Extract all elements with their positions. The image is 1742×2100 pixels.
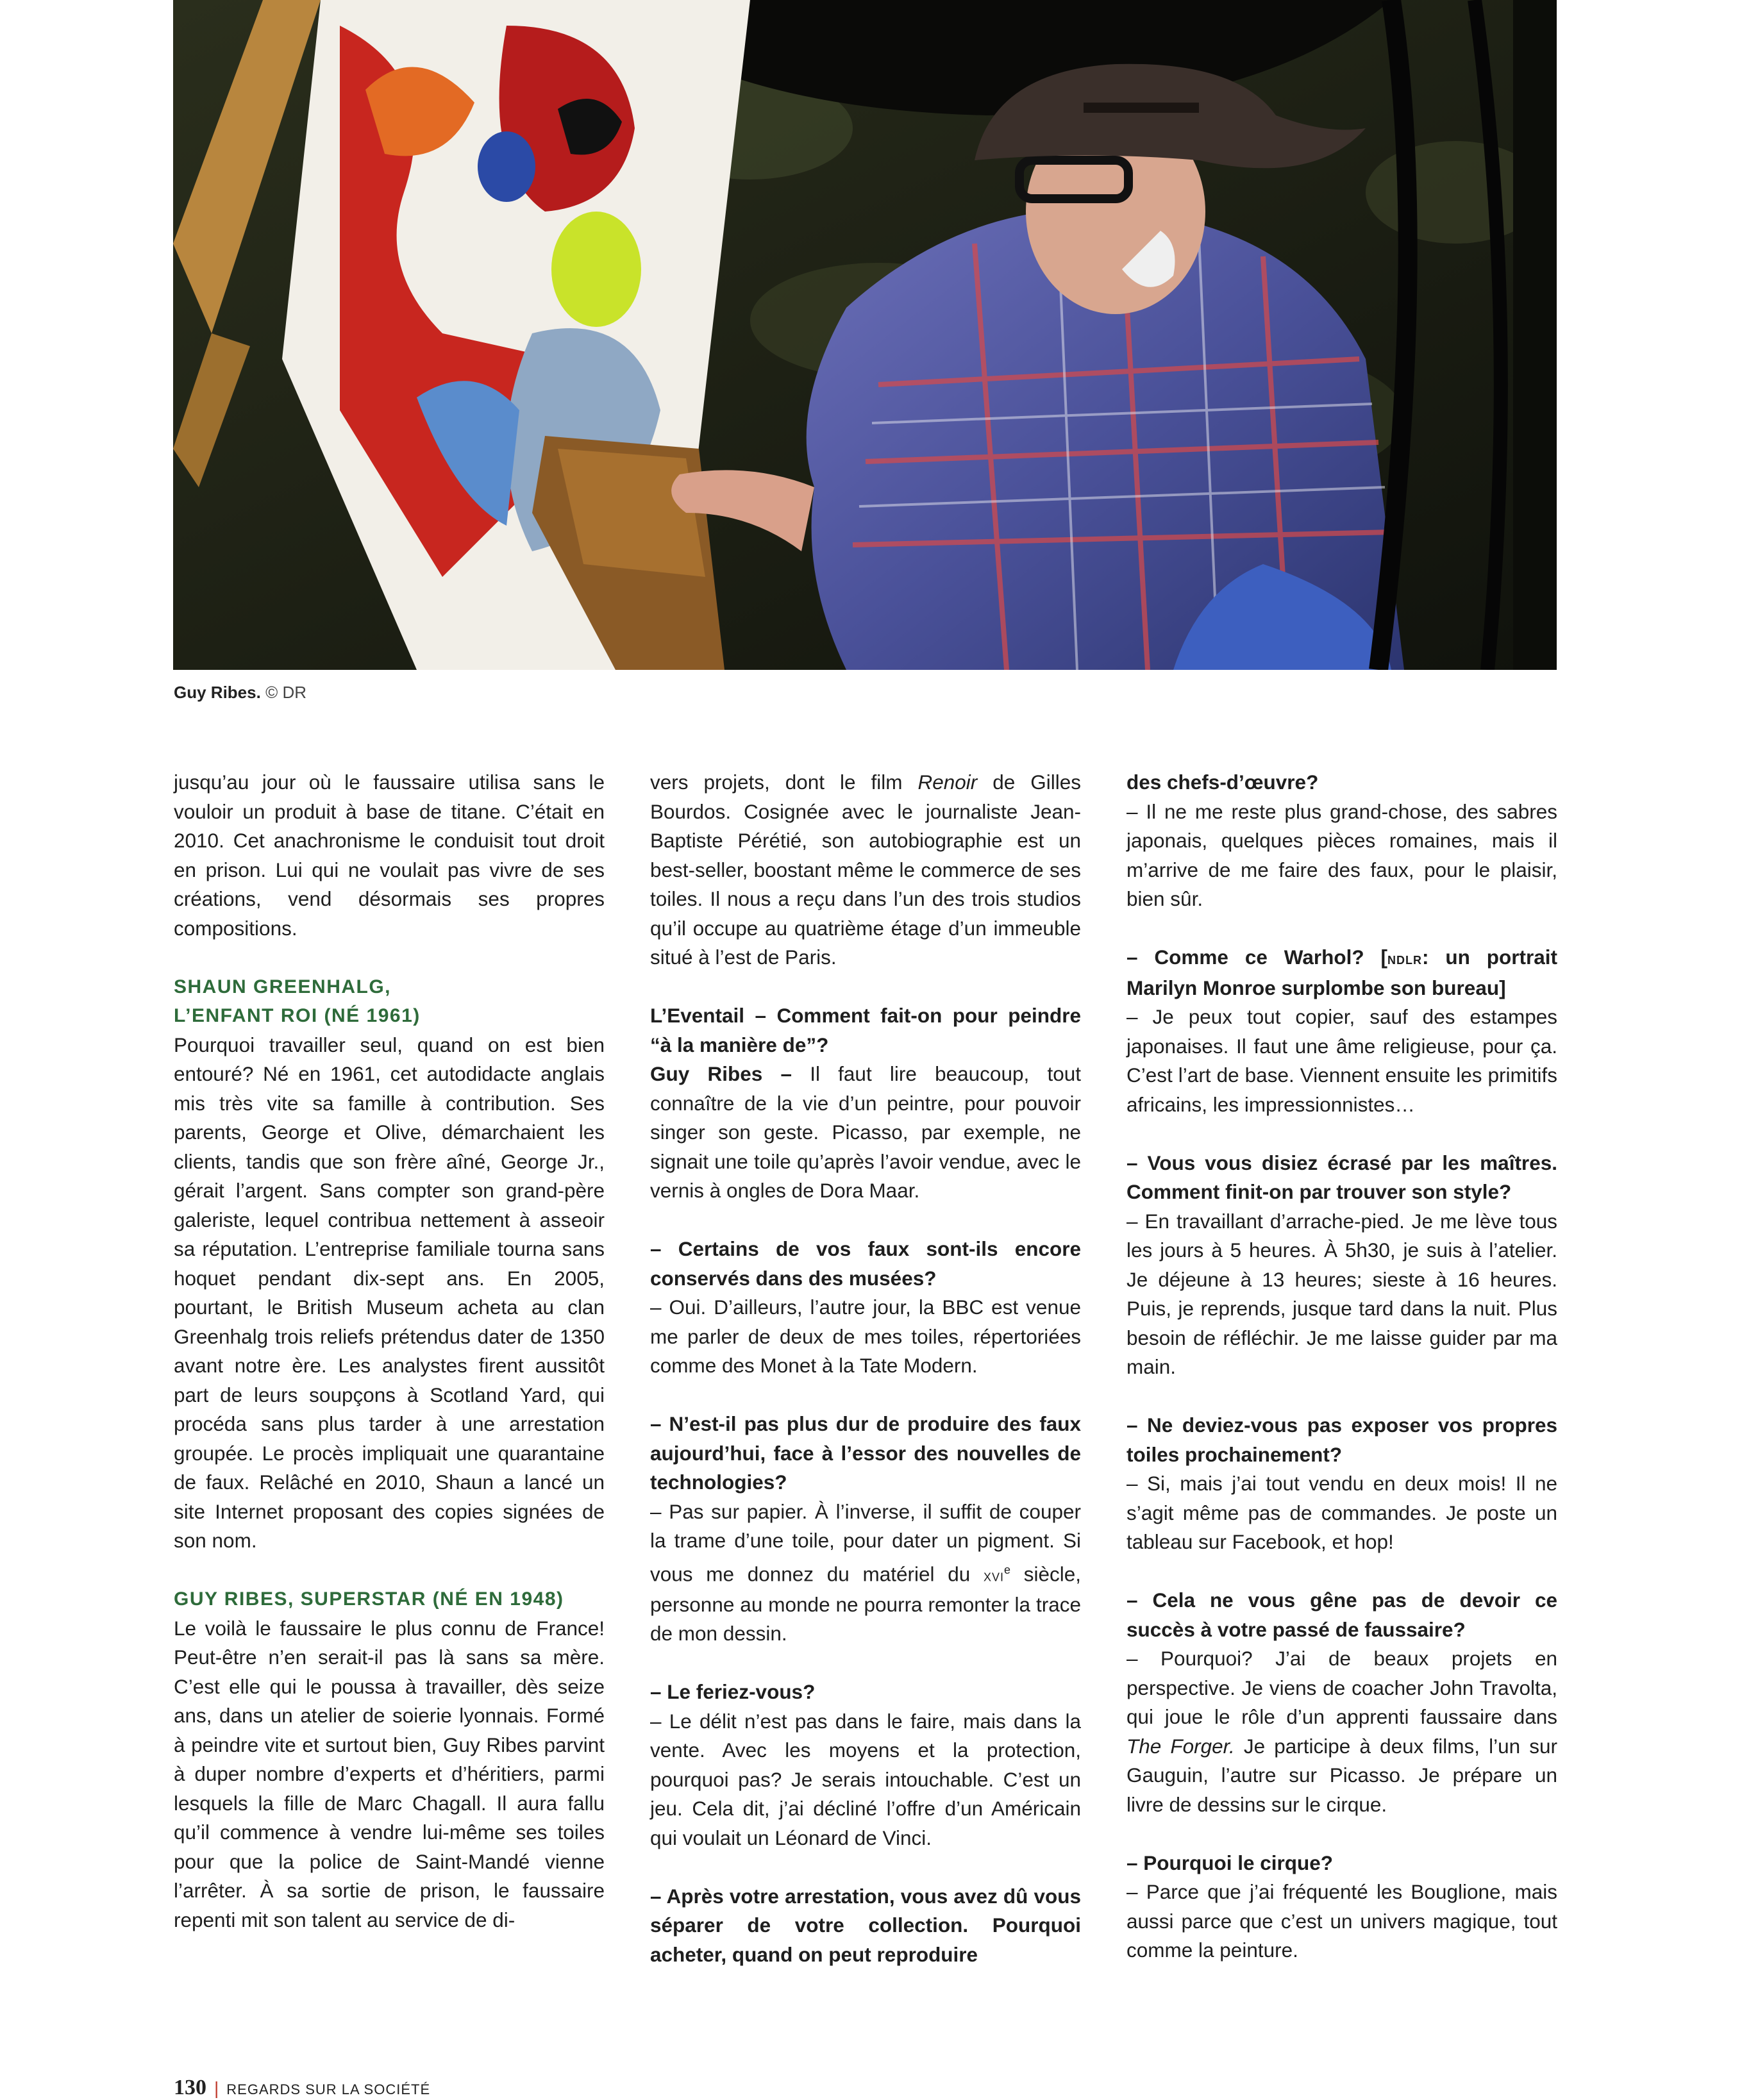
interview-answer: – En travaillant d’arrache-pied. Je me lève tous les jours à 5 heures. À 5h30, je suis à l’atelier. Je déjeune à 13 heures; sieste à 16 heures. Puis, je reprends, jusque tard dans la nuit. Plus besoin de réfléchir. Je me laisse guider par ma main. — [1126, 1209, 1557, 1378]
speaker-name: Guy Ribes – — [650, 1062, 792, 1085]
hero-photo — [173, 0, 1557, 670]
article-column-3 — [1126, 768, 1557, 1965]
film-title: Renoir — [917, 771, 978, 794]
film-title: The Forger. — [1126, 1734, 1235, 1758]
paragraph: Pourquoi travailler seul, quand on est bien entouré? Né en 1961, cet autodidacte anglais mis très vite sa famille à contribution. Ses parents, George et Olive, démarchaient les clients, tandis que son frère aîné, George Jr., gérait l’argent. Sans compter son grand-père galeriste, lequel contribua nettement à asseoir sa réputation. L’entreprise familiale tourna sans hoquet pendant dix-sept ans. En 2005, pourtant, le British Museum acheta au clan Greenhalg trois reliefs prétendus dater de 1350 avant notre ère. Les analystes firent aussitôt part de leurs soupçons à Scotland Yard, qui procéda sans plus tarder à une arrestation groupée. Le procès impliquait une quarantaine de faux. Relâché en 2010, Shaun a lancé un site Internet proposant des copies signées de son nom. — [174, 1033, 605, 1552]
interview-answer: Guy Ribes – Il faut lire beaucoup, tout connaître de la vie d’un peintre, pour pouvoir singer son geste. Picasso, par exemple, ne signait une toile qu’après l’avoir vendue, avec le vernis à ongles de Dora Maar. — [650, 1062, 1081, 1202]
publication-name: REGARDS SUR LA SOCIÉTÉ — [226, 2081, 431, 2097]
interview-question: – Pourquoi le cirque? — [1126, 1851, 1334, 1874]
article-column-2 — [650, 768, 1081, 1969]
interview-answer: – Oui. D’ailleurs, l’autre jour, la BBC est venue me parler de deux de mes toiles, répertoriées comme des Monet à la Tate Modern. — [650, 1296, 1081, 1377]
article-column-1 — [174, 768, 605, 1935]
interview-question: – Vous vous disiez écrasé par les maîtres. Comment finit-on par trouver son style? — [1126, 1151, 1557, 1203]
interview-answer: – Si, mais j’ai tout vendu en deux mois! Il ne s’agit même pas de commandes. Je poste un tableau sur Facebook, et hop! — [1126, 1472, 1557, 1553]
editor-note: ndlr — [1387, 949, 1422, 968]
interview-answer: – Je peux tout copier, sauf des estampes japonaises. Il faut une âme religieuse, pour ça. C’est l’art de base. Viennent ensuite les primitifs africains, les impressionnistes… — [1126, 1005, 1557, 1116]
section-heading: GUY RIBES, SUPERSTAR (NÉ EN 1948) — [174, 1588, 564, 1610]
interview-answer: – Parce que j’ai fréquenté les Bouglione, mais aussi parce que c’est un univers magique, tout comme la peinture. — [1126, 1880, 1557, 1962]
interview-question: – Cela ne vous gêne pas de devoir ce succès à votre passé de faussaire? — [1126, 1588, 1557, 1641]
interview-answer: – Il ne me reste plus grand-chose, des sabres japonais, quelques pièces romaines, mais il m’arrive de me faire des faux, pour le plaisir, bien sûr. — [1126, 799, 1557, 910]
interview-question: des chefs-d’œuvre? — [1126, 771, 1319, 794]
interview-question: – Comme ce Warhol? [ndlr: un portrait Marilyn Monroe surplombe son bureau] — [1126, 946, 1557, 999]
caption-name: Guy Ribes. — [174, 683, 261, 702]
footer-separator: | — [214, 2078, 219, 2098]
paragraph: vers projets, dont le film Renoir de Gilles Bourdos. Cosignée avec le journaliste Jean-Baptiste Pérétié, son autobiographie est un best-seller, boostant même le commerce de ses toiles. Il nous a reçu dans l’un des trois studios qu’il occupe au quatrième étage d’un immeuble situé à l’est de Paris. — [650, 771, 1081, 969]
page-footer — [174, 2076, 430, 2100]
paragraph: Le voilà le faussaire le plus connu de France! Peut-être n’en serait-il pas là sans sa mère. C’est elle qui le poussa à travailler, dès seize ans, dans un atelier de soierie lyonnais. Formé à peindre vite et surtout bien, Guy Ribes parvint à duper nombre d’experts et d’héritiers, parmi lesquels la fille de Marc Chagall. Il aura fallu qu’il commence à vendre lui-même ses toiles pour que la police de Saint-Mandé vienne l’arrêter. À sa sortie de prison, le faussaire repenti mit son talent au service de di- — [174, 1616, 605, 1931]
interview-answer: – Pourquoi? J’ai de beaux projets en perspective. Je viens de coacher John Travolta, qui joue le rôle d’un apprenti faussaire dans The Forger. Je participe à deux films, l’un sur Gauguin, l’autre sur Picasso. Je prépare un livre de dessins sur le cirque. — [1126, 1647, 1557, 1816]
section-heading: SHAUN GREENHALG, — [174, 976, 392, 997]
interview-question: – Après votre arrestation, vous avez dû vous séparer de votre collection. Pourquoi acheter, quand on peut reproduire — [650, 1884, 1081, 1966]
section-heading: L’ENFANT ROI (NÉ 1961) — [174, 1005, 421, 1026]
interview-question: – Ne deviez-vous pas exposer vos propres toiles prochainement? — [1126, 1413, 1557, 1466]
interview-answer: – Pas sur papier. À l’inverse, il suffit de couper la trame d’une toile, pour dater un pigment. Si vous me donnez du matériel du xvi$^e$ siècle, personne au monde ne pourra remonter la trace de mon dessin. — [650, 1499, 1081, 1645]
paragraph: jusqu’au jour où le faussaire utilisa sans le vouloir un produit à base de titane. C’était en 2010. Cet anachronisme le conduisit tout droit en prison. Lui qui ne voulait pas vivre de ses créations, vend désormais ses propres compositions. — [174, 771, 605, 940]
caption-credit: © DR — [265, 683, 306, 702]
interview-answer: – Le délit n’est pas dans le faire, mais dans la vente. Avec les moyens et la protection, pourquoi pas? Je serais intouchable. C’est un jeu. Cela dit, j’ai décliné l’offre d’un Américain qui voulait un Léonard de Vinci. — [650, 1709, 1081, 1849]
photo-painter-illustration — [173, 0, 1557, 670]
interview-question: – Le feriez-vous? — [650, 1680, 816, 1703]
interview-question: L’Eventail – Comment fait-on pour peindre “à la manière de”? — [650, 1004, 1081, 1056]
page-number: 130 — [174, 2076, 206, 2099]
interview-question: – N’est-il pas plus dur de produire des faux aujourd’hui, face à l’essor des nouvelles de technologies? — [650, 1412, 1081, 1494]
interview-question: – Certains de vos faux sont-ils encore conservés dans des musées? — [650, 1237, 1081, 1290]
photo-caption — [174, 683, 306, 703]
